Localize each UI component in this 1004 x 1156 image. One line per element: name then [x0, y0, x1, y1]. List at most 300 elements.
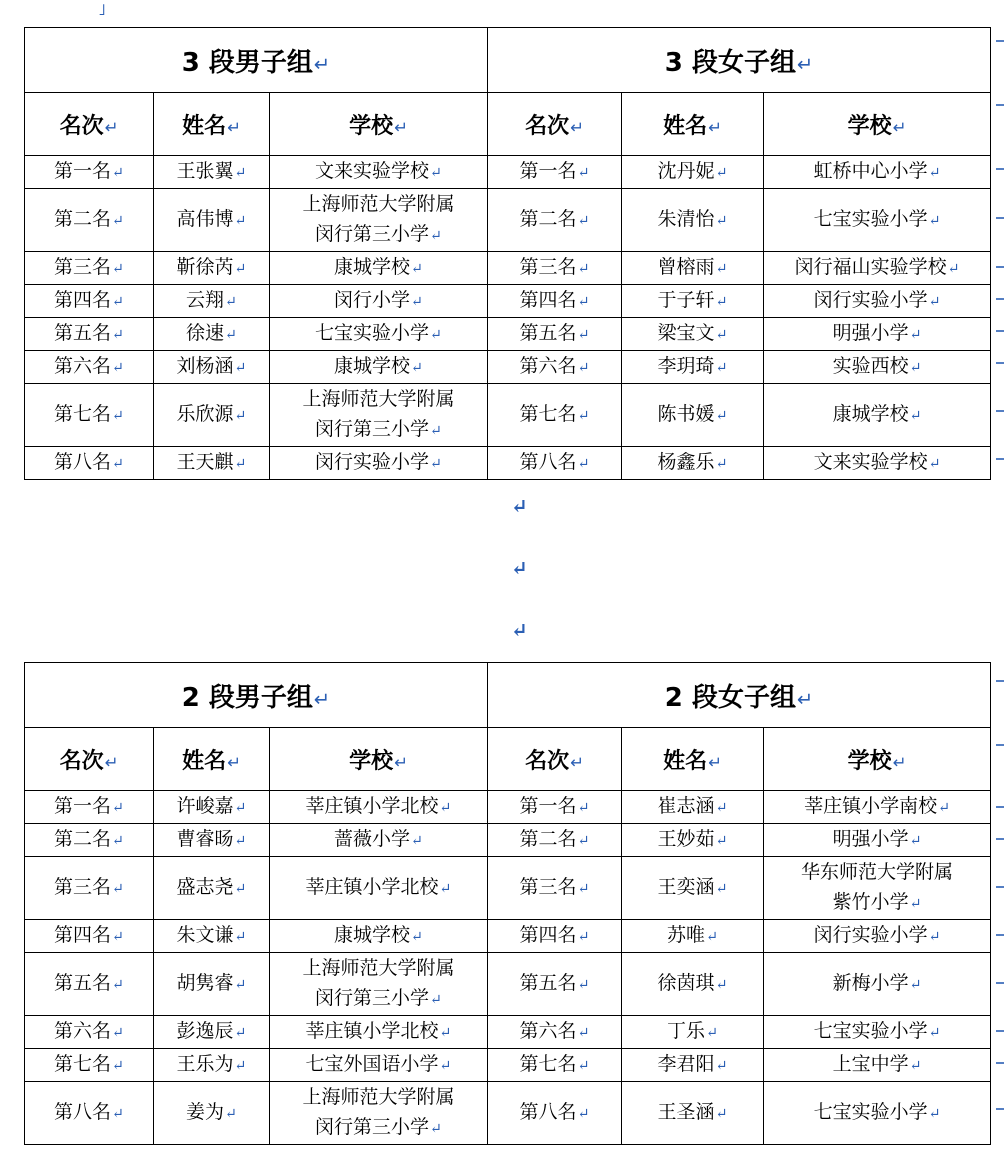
cell-name: [622, 1049, 764, 1082]
cell-name: [154, 318, 270, 351]
paragraph-mark: ↵: [225, 327, 237, 343]
table-row: [25, 1049, 991, 1082]
column-header-name: [154, 93, 270, 156]
cell-name: [622, 351, 764, 384]
cell-name: [154, 384, 270, 447]
cell-rank-text: 第五名: [54, 322, 112, 344]
row-end-mark: [996, 104, 1004, 106]
cell-school: [270, 1016, 488, 1049]
cell-name-text: 崔志涵: [657, 795, 715, 817]
paragraph-mark: ↵: [892, 117, 907, 137]
cell-rank-text: 第一名: [54, 795, 112, 817]
cell-rank: [488, 351, 622, 384]
column-header-rank: [25, 93, 154, 156]
cell-rank: [488, 791, 622, 824]
column-header-name: [622, 93, 764, 156]
paragraph-mark: ↵: [234, 833, 247, 849]
column-header-school-text: 学校: [847, 748, 892, 774]
cell-name-text: 王天麒: [176, 451, 234, 473]
cell-name-text: 杨鑫乐: [657, 451, 715, 473]
paragraph-mark: ↵: [234, 408, 247, 424]
cell-rank-text: 第二名: [519, 828, 577, 850]
cell-name-text: 王圣涵: [657, 1101, 715, 1123]
paragraph-mark: ↵: [430, 327, 442, 343]
paragraph-mark: ↵: [715, 360, 728, 376]
cell-school-text: 莘庄镇小学北校: [305, 1020, 439, 1042]
paragraph-mark: ↵: [234, 1058, 247, 1074]
cell-school: [764, 351, 991, 384]
cell-name: [154, 351, 270, 384]
column-header-school: [764, 93, 991, 156]
cell-rank: [25, 252, 154, 285]
group-title-boys: [25, 28, 488, 93]
cell-school-text: 莘庄镇小学北校: [305, 876, 439, 898]
paragraph-mark: ↵: [234, 929, 247, 945]
cell-name-text: 丁乐: [667, 1020, 706, 1042]
cell-school-text: 上宝中学: [832, 1053, 909, 1075]
paragraph-mark: ↵: [909, 360, 922, 376]
cell-name-text: 王乐为: [176, 1053, 234, 1075]
cell-rank-text: 第五名: [519, 322, 577, 344]
paragraph-mark: ↵: [104, 117, 119, 137]
cell-rank-text: 第五名: [519, 972, 577, 994]
paragraph-mark: ↵: [234, 800, 247, 816]
paragraph-mark: ↵: [234, 1025, 247, 1041]
cell-name-text: 曾榕雨: [657, 256, 715, 278]
paragraph-mark: ↵: [313, 687, 331, 711]
paragraph-mark: ↵: [715, 327, 728, 343]
cell-school: [270, 285, 488, 318]
cell-name: [622, 857, 764, 920]
cell-rank-text: 第一名: [54, 160, 112, 182]
table-row: [25, 1016, 991, 1049]
paragraph-mark: ↵: [439, 881, 452, 897]
paragraph-mark: ↵: [570, 752, 584, 772]
paragraph-mark: ↵: [112, 833, 124, 849]
cell-rank-text: 第六名: [54, 355, 112, 377]
row-end-mark: [996, 838, 1004, 840]
cell-rank-text: 第八名: [519, 1101, 577, 1123]
cell-school: [764, 285, 991, 318]
cell-name-text: 刘杨涵: [176, 355, 234, 377]
group-title-girls-text: 2 段女子组: [664, 682, 796, 713]
group-title-boys: [25, 663, 488, 728]
cell-name: [622, 791, 764, 824]
column-header-school: [270, 93, 488, 156]
cell-school-text: 文来实验学校: [315, 160, 430, 182]
cell-rank-text: 第三名: [54, 876, 112, 898]
column-header-name: [622, 728, 764, 791]
cell-name: [154, 953, 270, 1016]
cell-school: [270, 189, 488, 252]
cell-rank: [488, 920, 622, 953]
cell-school: [764, 189, 991, 252]
cell-school: [270, 824, 488, 857]
cell-school-text: 实验西校: [832, 355, 909, 377]
row-end-mark: [996, 217, 1004, 219]
paragraph-mark: ↵: [234, 456, 247, 472]
cell-name-text: 李君阳: [657, 1053, 715, 1075]
paragraph-mark: ↵: [928, 456, 941, 472]
paragraph-mark: ↵: [394, 752, 408, 772]
cell-name-text: 彭逸辰: [176, 1020, 234, 1042]
column-header-school: [764, 728, 991, 791]
table-row: [25, 447, 991, 480]
cell-rank-text: 第八名: [54, 1101, 112, 1123]
row-end-mark: [996, 298, 1004, 300]
cell-rank: [488, 285, 622, 318]
table-body: [25, 663, 991, 1145]
cell-rank-text: 第二名: [54, 828, 112, 850]
cell-school: [270, 384, 488, 447]
cell-rank: [25, 156, 154, 189]
row-end-mark: [996, 680, 1004, 682]
paragraph-mark: ↵: [928, 213, 941, 229]
column-header-name: [154, 728, 270, 791]
column-header-rank-text: 名次: [525, 113, 570, 139]
cell-rank: [488, 447, 622, 480]
paragraph-mark: ↵: [715, 977, 728, 993]
row-end-mark: [996, 934, 1004, 936]
paragraph-mark: ↵: [938, 800, 951, 816]
cell-school-text: 上海师范大学附属 闵行第三小学: [302, 193, 455, 245]
cell-name: [154, 189, 270, 252]
cell-school: [270, 1082, 488, 1145]
column-header-name-text: 姓名: [663, 113, 708, 139]
cell-school: [764, 447, 991, 480]
cell-rank-text: 第二名: [519, 208, 577, 230]
cell-rank-text: 第七名: [519, 1053, 577, 1075]
column-header-rank-text: 名次: [525, 748, 570, 774]
cell-school-text: 蔷薇小学: [334, 828, 411, 850]
cell-name-text: 沈丹妮: [657, 160, 715, 182]
column-header-school: [270, 728, 488, 791]
cell-name: [622, 252, 764, 285]
cell-name-text: 曹睿旸: [176, 828, 234, 850]
cell-school: [764, 156, 991, 189]
cell-rank-text: 第三名: [54, 256, 112, 278]
table-row: [25, 285, 991, 318]
paragraph-mark: ↵: [892, 752, 907, 772]
paragraph-mark: ↵: [577, 1025, 590, 1041]
paragraph-mark: ↵: [234, 881, 247, 897]
table-row: [25, 189, 991, 252]
cell-school-text: 上海师范大学附属 闵行第三小学: [302, 388, 455, 440]
cell-rank: [25, 1016, 154, 1049]
cell-rank-text: 第四名: [519, 289, 577, 311]
cell-name-text: 胡隽睿: [176, 972, 234, 994]
table-row: [25, 953, 991, 1016]
paragraph-mark: ↵: [411, 360, 423, 376]
paragraph-mark: ↵: [112, 1058, 124, 1074]
paragraph-mark: ↵: [439, 800, 452, 816]
cell-name: [622, 824, 764, 857]
cell-name-text: 高伟博: [176, 208, 234, 230]
paragraph-mark: ↵: [577, 833, 590, 849]
table-row: [25, 252, 991, 285]
cell-name: [622, 1016, 764, 1049]
table-row: [25, 351, 991, 384]
paragraph-mark: ↵: [430, 228, 442, 244]
paragraph-mark: ↵: [511, 494, 528, 518]
cell-name-text: 王张翼: [176, 160, 234, 182]
paragraph-mark: ↵: [430, 992, 442, 1008]
cell-rank: [488, 857, 622, 920]
table-row: [25, 1082, 991, 1145]
cell-name: [154, 1016, 270, 1049]
paragraph-mark: ↵: [706, 1025, 719, 1041]
paragraph-mark: ↵: [430, 423, 442, 439]
cell-school-text: 上海师范大学附属 闵行第三小学: [302, 1086, 455, 1138]
cell-rank: [488, 1016, 622, 1049]
paragraph-mark: ↵: [715, 294, 728, 310]
cell-rank: [488, 824, 622, 857]
cell-rank-text: 第五名: [54, 972, 112, 994]
paragraph-mark: ↵: [112, 294, 124, 310]
cell-school: [270, 351, 488, 384]
cell-rank-text: 第八名: [519, 451, 577, 473]
cell-school: [764, 1082, 991, 1145]
paragraph-mark: ↵: [577, 800, 590, 816]
column-header-name-text: 姓名: [182, 748, 227, 774]
cell-name: [154, 1049, 270, 1082]
cell-school-text: 华东师范大学附属 紫竹小学: [801, 861, 954, 913]
paragraph-mark: ↵: [928, 1106, 941, 1122]
paragraph-mark: ↵: [796, 52, 814, 76]
cell-rank: [488, 252, 622, 285]
cell-school: [270, 857, 488, 920]
paragraph-mark: ↵: [225, 1106, 237, 1122]
cell-rank-text: 第四名: [54, 924, 112, 946]
group-title-girls-text: 3 段女子组: [664, 47, 796, 78]
paragraph-mark: ↵: [577, 294, 590, 310]
cell-rank: [488, 953, 622, 1016]
row-end-mark: [996, 410, 1004, 412]
table-row: [25, 384, 991, 447]
table-row: [25, 156, 991, 189]
paragraph-mark: ↵: [577, 360, 590, 376]
cell-school: [270, 953, 488, 1016]
cell-rank: [25, 189, 154, 252]
cell-rank-text: 第一名: [519, 160, 577, 182]
cell-name: [154, 857, 270, 920]
paragraph-mark: ↵: [234, 360, 247, 376]
paragraph-mark: ↵: [411, 294, 423, 310]
row-end-mark: [996, 806, 1004, 808]
paragraph-mark: ↵: [715, 408, 728, 424]
cell-school-text: 新梅小学: [832, 972, 909, 994]
cell-school-text: 康城学校: [334, 256, 411, 278]
cell-name: [622, 189, 764, 252]
paragraph-mark: ↵: [715, 456, 728, 472]
row-end-mark: [996, 330, 1004, 332]
cell-school: [270, 920, 488, 953]
row-end-mark: [996, 1062, 1004, 1064]
cell-school-text: 明强小学: [832, 828, 909, 850]
paragraph-mark: ↵: [234, 213, 247, 229]
cell-name-text: 王奕涵: [657, 876, 715, 898]
cell-name: [154, 447, 270, 480]
cell-rank-text: 第一名: [519, 795, 577, 817]
table-row: [25, 791, 991, 824]
paragraph-mark: ↵: [112, 165, 124, 181]
cell-school: [764, 318, 991, 351]
column-header-row: [25, 728, 991, 791]
cell-name: [154, 156, 270, 189]
paragraph-mark: ↵: [225, 294, 237, 310]
paragraph-mark: ↵: [104, 752, 119, 772]
cell-rank: [488, 318, 622, 351]
paragraph-mark: ↵: [430, 165, 442, 181]
paragraph-mark: ↵: [577, 165, 590, 181]
column-header-rank: [25, 728, 154, 791]
row-end-mark: [996, 982, 1004, 984]
paragraph-mark: ↵: [909, 1058, 922, 1074]
paragraph-mark: ↵: [112, 1025, 124, 1041]
group-title-boys-text: 2 段男子组: [181, 682, 313, 713]
paragraph-mark: ↵: [234, 165, 247, 181]
paragraph-mark: ↵: [112, 408, 124, 424]
paragraph-mark: ↵: [234, 261, 247, 277]
paragraph-mark: ↵: [234, 977, 247, 993]
paragraph-mark: ↵: [112, 456, 124, 472]
paragraph-mark: ↵: [227, 752, 241, 772]
paragraph-mark: ↵: [947, 261, 960, 277]
row-end-mark: [996, 458, 1004, 460]
paragraph-mark: ↵: [928, 294, 941, 310]
paragraph-mark: ↵: [112, 327, 124, 343]
cell-rank: [488, 384, 622, 447]
cell-school: [764, 953, 991, 1016]
paragraph-mark: ↵: [577, 881, 590, 897]
cell-name: [622, 156, 764, 189]
cell-name: [154, 252, 270, 285]
cell-rank: [25, 447, 154, 480]
cell-school-text: 闵行小学: [334, 289, 411, 311]
cell-name: [154, 791, 270, 824]
paragraph-mark: ↵: [313, 52, 331, 76]
cell-name: [622, 920, 764, 953]
cell-rank-text: 第七名: [54, 403, 112, 425]
paragraph-mark: ↵: [411, 261, 423, 277]
cell-rank-text: 第四名: [519, 924, 577, 946]
paragraph-mark: ↵: [715, 800, 728, 816]
cell-school: [764, 857, 991, 920]
table-row: [25, 318, 991, 351]
cell-rank: [25, 318, 154, 351]
cell-rank: [25, 1082, 154, 1145]
column-header-school-text: 学校: [349, 113, 394, 139]
cell-school-text: 康城学校: [334, 355, 411, 377]
cell-rank: [488, 1049, 622, 1082]
cell-rank: [488, 156, 622, 189]
paragraph-mark: ↵: [928, 1025, 941, 1041]
cell-name: [622, 953, 764, 1016]
cell-school: [270, 1049, 488, 1082]
cell-school-text: 七宝外国语小学: [305, 1053, 439, 1075]
cell-school: [270, 252, 488, 285]
paragraph-mark: ↵: [577, 977, 590, 993]
cell-rank-text: 第七名: [519, 403, 577, 425]
cell-school: [764, 384, 991, 447]
paragraph-mark: ↵: [511, 556, 528, 580]
paragraph-mark: ↵: [577, 261, 590, 277]
cell-name-text: 乐欣源: [176, 403, 234, 425]
row-end-mark: [996, 1030, 1004, 1032]
cell-rank: [25, 920, 154, 953]
cell-name: [622, 1082, 764, 1145]
paragraph-mark: ↵: [577, 213, 590, 229]
cell-school: [764, 1049, 991, 1082]
cell-rank-text: 第六名: [54, 1020, 112, 1042]
cell-school-text: 文来实验学校: [813, 451, 928, 473]
paragraph-mark: ↵: [706, 929, 719, 945]
row-end-mark: [996, 266, 1004, 268]
paragraph-mark: ↵: [715, 165, 728, 181]
cell-name: [622, 447, 764, 480]
paragraph-mark: ↵: [715, 881, 728, 897]
cell-rank-text: 第七名: [54, 1053, 112, 1075]
cell-school-text: 虹桥中心小学: [813, 160, 928, 182]
paragraph-mark: ↵: [227, 117, 241, 137]
cell-name-text: 陈书媛: [657, 403, 715, 425]
cell-school: [764, 824, 991, 857]
cell-school-text: 康城学校: [832, 403, 909, 425]
paragraph-mark: ↵: [708, 752, 722, 772]
row-end-mark: [996, 362, 1004, 364]
cell-rank: [25, 285, 154, 318]
row-end-mark: [996, 886, 1004, 888]
paragraph-mark: ↵: [394, 117, 408, 137]
paragraph-mark: ↵: [112, 213, 124, 229]
cell-school: [270, 318, 488, 351]
paragraph-mark: ↵: [577, 456, 590, 472]
table-row: [25, 857, 991, 920]
cell-name-text: 徐速: [186, 322, 225, 344]
paragraph-mark: ↵: [909, 833, 922, 849]
cell-rank-text: 第二名: [54, 208, 112, 230]
paragraph-mark: ↵: [715, 833, 728, 849]
cell-name-text: 王妙茹: [657, 828, 715, 850]
cell-rank: [25, 1049, 154, 1082]
column-header-name-text: 姓名: [663, 748, 708, 774]
table-body: [25, 28, 991, 480]
cell-school: [270, 156, 488, 189]
cell-school-text: 莘庄镇小学北校: [305, 795, 439, 817]
cell-school-text: 闵行实验小学: [315, 451, 430, 473]
cell-rank: [25, 351, 154, 384]
cell-school-text: 明强小学: [832, 322, 909, 344]
cell-rank: [25, 953, 154, 1016]
cell-name: [154, 285, 270, 318]
table-row: [25, 920, 991, 953]
paragraph-mark: ↵: [112, 929, 124, 945]
group-title-girls: [488, 28, 991, 93]
cell-name-text: 盛志尧: [176, 876, 234, 898]
paragraph-mark: ↵: [439, 1058, 452, 1074]
cell-name-text: 许峻嘉: [176, 795, 234, 817]
paragraph-mark: ↵: [796, 687, 814, 711]
cell-school-text: 七宝实验小学: [813, 208, 928, 230]
cell-school: [270, 447, 488, 480]
table-row: [25, 824, 991, 857]
paragraph-mark: ↵: [928, 165, 941, 181]
paragraph-mark: ↵: [411, 833, 423, 849]
cell-school-text: 七宝实验小学: [813, 1101, 928, 1123]
cell-rank-text: 第八名: [54, 451, 112, 473]
cell-name: [622, 384, 764, 447]
cell-rank: [25, 384, 154, 447]
